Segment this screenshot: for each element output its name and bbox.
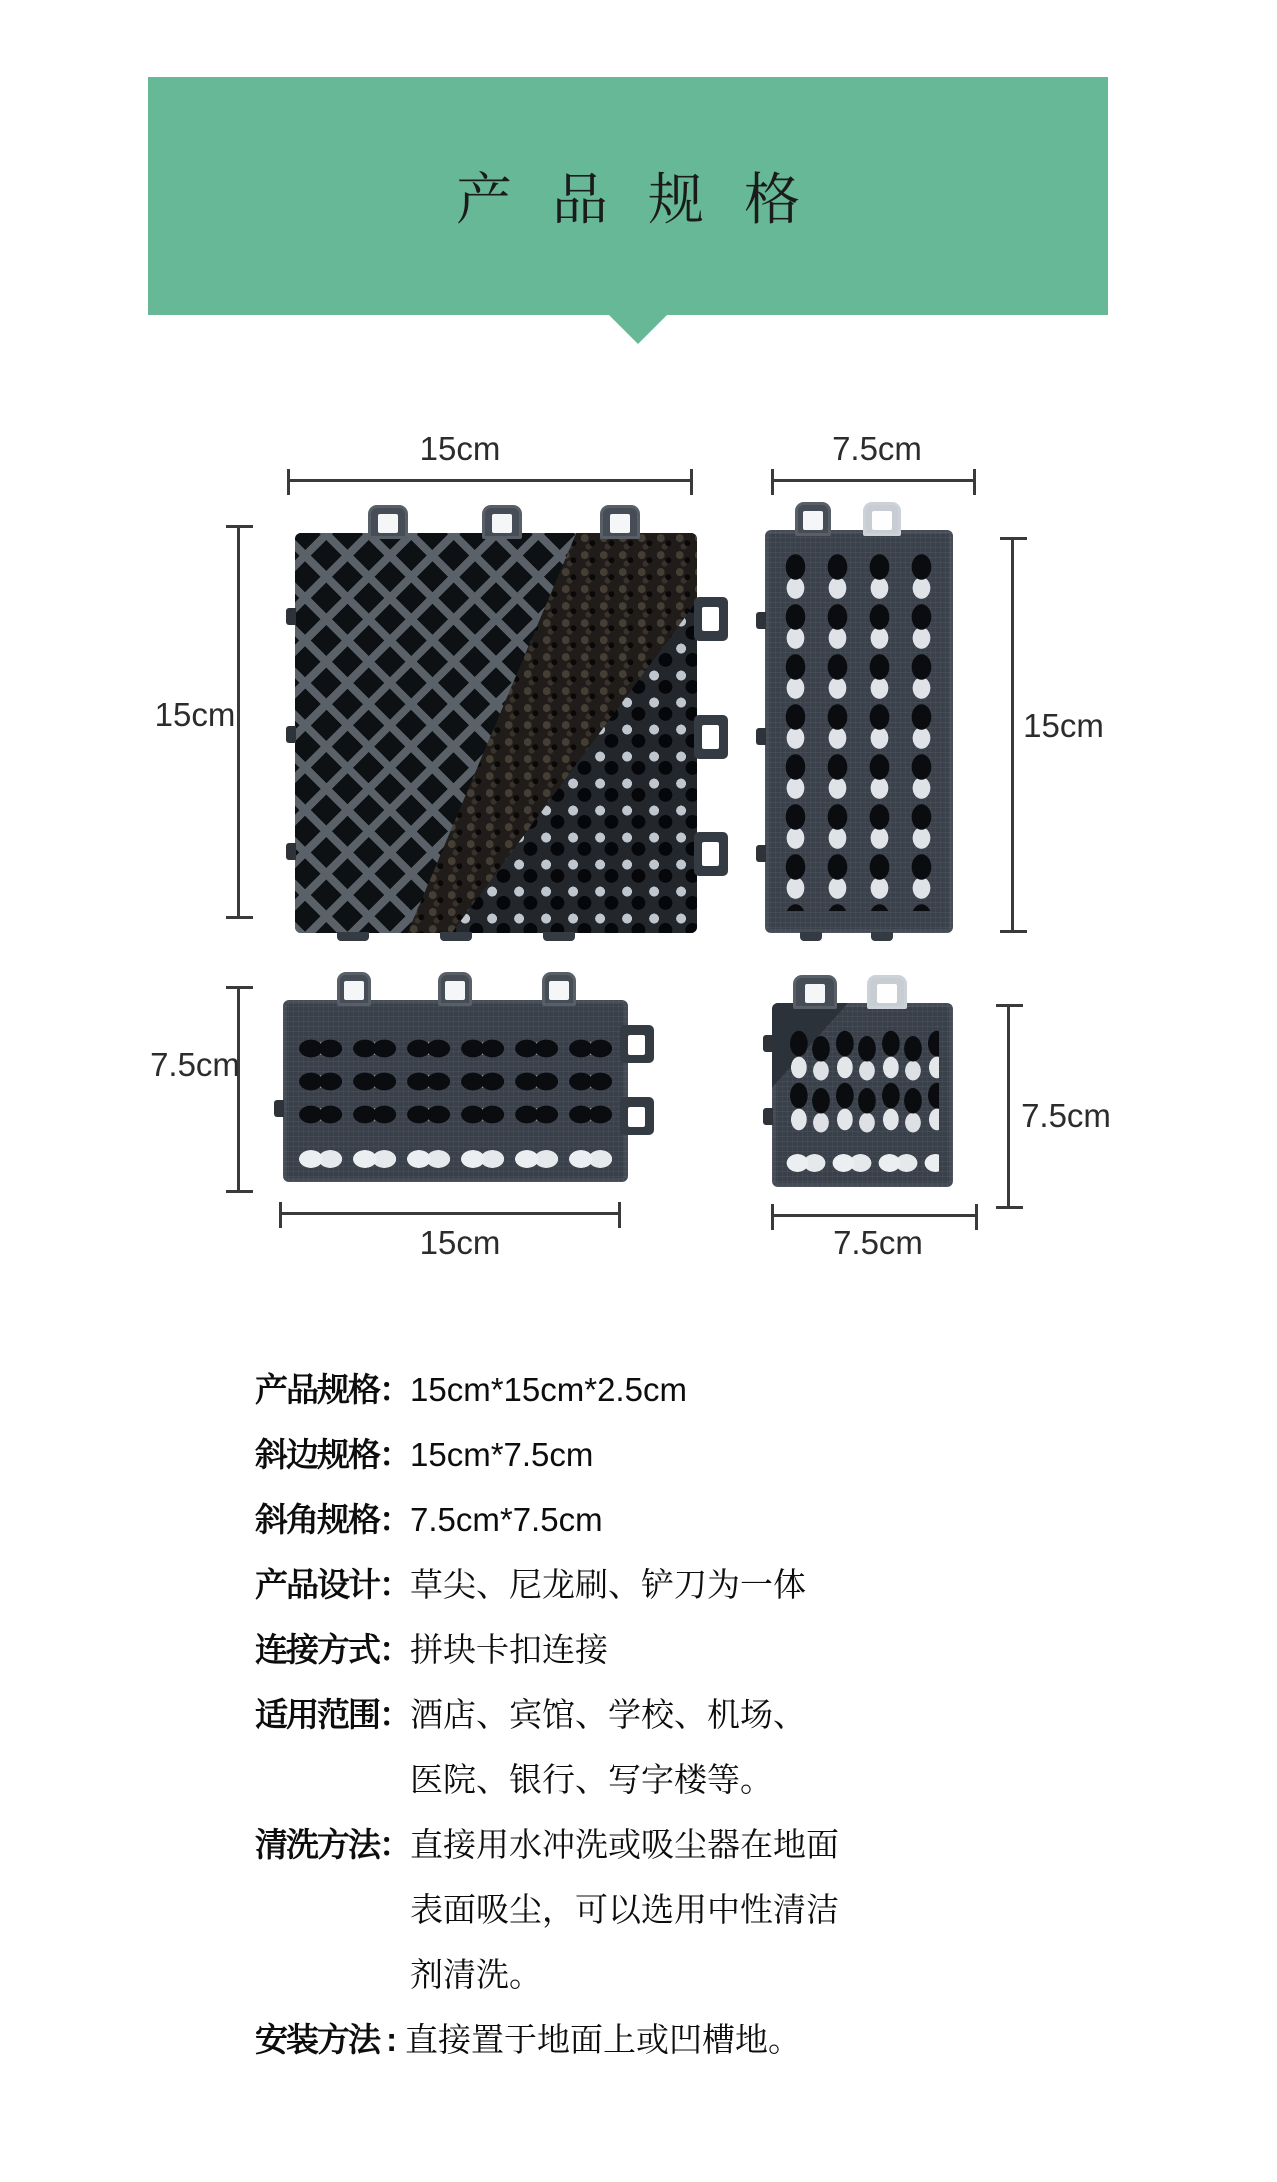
loop-hole — [702, 607, 719, 631]
tab-hole — [872, 511, 892, 530]
spec-row — [255, 1682, 839, 1812]
light-row-texture — [299, 1146, 612, 1172]
connector-tab — [867, 975, 907, 1009]
spec-row — [255, 1422, 839, 1487]
bottom-foot — [440, 932, 472, 941]
spec-label: 安装方法 : — [255, 2021, 396, 2058]
spec-label: 产品规格： — [255, 1371, 410, 1408]
light-row-texture — [786, 1151, 939, 1175]
dim-label-edge-width: 15cm — [419, 1224, 501, 1261]
loop-hole — [628, 1035, 645, 1055]
side-loop — [694, 597, 728, 641]
dim-label-corner-height: 7.5cm — [1021, 1097, 1111, 1134]
side-strip-image — [765, 530, 953, 933]
tab-hole — [549, 981, 569, 1000]
connector-tab — [863, 502, 901, 536]
spec-row — [255, 1812, 839, 2007]
spec-line: 15cm*15cm*2.5cm — [410, 1371, 687, 1408]
spec-label: 斜角规格： — [255, 1501, 410, 1538]
dim-label-corner-width: 7.5cm — [833, 1224, 923, 1261]
side-nub — [286, 608, 296, 625]
side-loop — [620, 1025, 654, 1063]
loop-hole — [628, 1107, 645, 1127]
corner-piece-image — [772, 1003, 953, 1187]
holes-texture — [777, 552, 941, 911]
dim-label-mat-height: 15cm — [154, 696, 236, 733]
spec-value — [410, 1357, 687, 1422]
dim-line-corner-width — [772, 1214, 977, 1217]
dim-line-mat-width — [288, 479, 692, 482]
dim-line-edge-height — [237, 987, 240, 1192]
bottom-foot — [871, 932, 893, 941]
side-nub — [756, 845, 766, 862]
spec-row — [255, 2007, 839, 2072]
tab-hole — [877, 984, 897, 1003]
edge-strip-image — [283, 1000, 628, 1182]
dim-line-strip-width — [772, 479, 975, 482]
spec-label: 清洗方法： — [255, 1826, 410, 1863]
spec-label: 产品设计： — [255, 1566, 410, 1603]
spec-line: 直接置于地面上或凹槽地。 — [405, 2021, 801, 2058]
side-nub — [286, 843, 296, 860]
spec-line: 15cm*7.5cm — [410, 1436, 594, 1473]
connector-tab — [542, 972, 576, 1006]
spec-label: 连接方式： — [255, 1631, 410, 1668]
spec-line: 拼块卡扣连接 — [410, 1631, 608, 1668]
spec-line: 直接用水冲洗或吸尘器在地面 — [410, 1826, 839, 1863]
tab-hole — [445, 981, 465, 1000]
spec-row — [255, 1552, 839, 1617]
spec-label: 斜边规格： — [255, 1436, 410, 1473]
tab-hole — [805, 984, 825, 1003]
spec-row — [255, 1487, 839, 1552]
spec-value — [405, 2007, 801, 2072]
spec-value — [410, 1682, 806, 1812]
spec-value — [410, 1422, 593, 1487]
side-nub — [286, 726, 296, 743]
spec-value — [410, 1552, 806, 1617]
connector-tab — [600, 505, 640, 539]
connector-tab — [337, 972, 371, 1006]
dim-line-edge-width — [280, 1212, 620, 1215]
tab-hole — [344, 981, 364, 1000]
loop-hole — [702, 725, 719, 749]
loop-hole — [702, 842, 719, 866]
connector-tab — [482, 505, 522, 539]
side-loop — [694, 832, 728, 876]
spec-line: 7.5cm*7.5cm — [410, 1501, 603, 1538]
spec-row — [255, 1357, 839, 1422]
side-nub — [756, 728, 766, 745]
header-banner — [148, 77, 1108, 315]
spec-value — [410, 1487, 603, 1552]
side-loop — [694, 715, 728, 759]
connector-tab — [368, 505, 408, 539]
spec-line: 医院、银行、写字楼等。 — [410, 1761, 773, 1798]
spec-list — [255, 1357, 839, 2072]
side-nub — [756, 612, 766, 629]
bottom-foot — [800, 932, 822, 941]
spec-line: 剂清洗。 — [410, 1956, 542, 1993]
tab-hole — [378, 514, 398, 533]
dim-label-strip-width: 7.5cm — [832, 430, 922, 467]
tab-hole — [803, 511, 823, 530]
spec-value — [410, 1617, 608, 1682]
tab-hole — [492, 514, 512, 533]
connector-tab — [793, 975, 837, 1009]
dim-label-strip-height: 15cm — [1023, 707, 1104, 744]
spec-line: 草尖、尼龙刷、铲刀为一体 — [410, 1566, 806, 1603]
dim-label-edge-height: 7.5cm — [150, 1046, 240, 1083]
spec-value — [410, 1812, 839, 2007]
bottom-foot — [543, 932, 575, 941]
holes-texture — [299, 1032, 612, 1132]
spec-label: 适用范围： — [255, 1696, 410, 1733]
side-nub — [763, 1035, 773, 1052]
spec-row — [255, 1617, 839, 1682]
dim-label-mat-width: 15cm — [419, 430, 501, 467]
full-mat-image — [295, 533, 697, 933]
page-title: 产品规格 — [456, 168, 840, 231]
side-loop — [620, 1097, 654, 1135]
banner-arrow — [609, 315, 667, 344]
side-nub — [763, 1108, 773, 1125]
spec-line: 表面吸尘，可以选用中性清洁 — [410, 1891, 839, 1928]
spec-line: 酒店、宾馆、学校、机场、 — [410, 1696, 806, 1733]
tab-hole — [610, 514, 630, 533]
holes-texture — [786, 1029, 939, 1133]
dim-line-strip-height — [1011, 538, 1014, 932]
bottom-foot — [337, 932, 369, 941]
connector-tab — [795, 502, 831, 536]
side-nub — [274, 1100, 284, 1117]
connector-tab — [438, 972, 472, 1006]
